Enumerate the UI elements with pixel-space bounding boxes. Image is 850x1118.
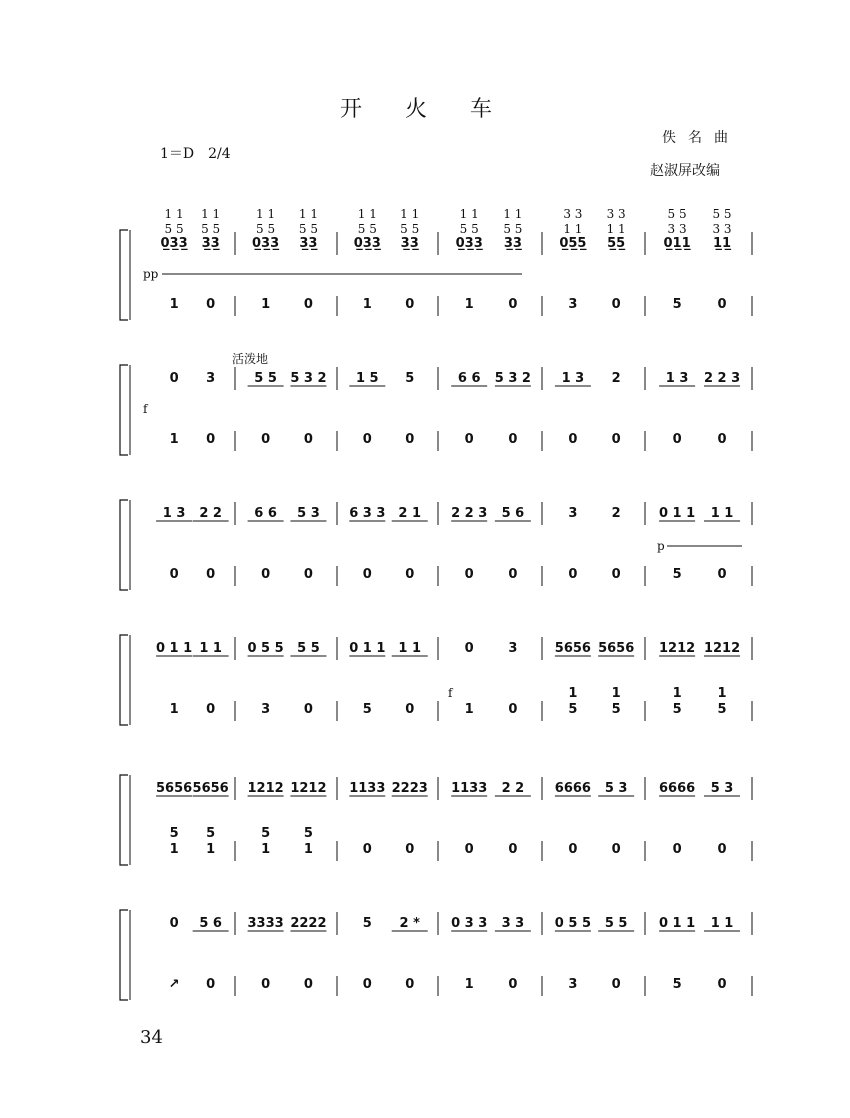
melody-note: 0 1 1 <box>658 506 696 521</box>
melody-note: 5̲5̲ <box>607 236 626 251</box>
melody-note: 5 5 <box>254 371 277 386</box>
bass-note: 0 <box>611 842 621 857</box>
dynamic-mark: f <box>143 402 148 416</box>
bass-note: 0 <box>261 432 271 447</box>
bass-note: 0 <box>261 977 271 992</box>
system-brace <box>120 635 128 725</box>
bass-note: 3 <box>568 297 578 312</box>
bass-note-upper: 1 <box>672 686 682 701</box>
melody-note: 1 3 <box>561 371 585 386</box>
bass-note: 0 <box>206 432 216 447</box>
melody-note: 3̲3̲ <box>201 236 220 251</box>
bass-note: 0 <box>672 432 682 447</box>
melody-note: 0 1 1 <box>658 916 696 931</box>
bass-note: 0 <box>508 977 518 992</box>
bass-note: 0 <box>717 567 727 582</box>
chord-mid-note: 1 1 <box>563 222 583 236</box>
melody-note: 2222 <box>290 916 327 931</box>
bass-note: 0 <box>508 702 518 717</box>
chord-top-note: 1 1 <box>459 207 479 221</box>
bass-note: 0 <box>717 297 727 312</box>
melody-note: 3 <box>508 641 518 656</box>
melody-note: 0 <box>464 641 474 656</box>
bass-note: 5 <box>568 702 578 717</box>
system-brace <box>120 775 128 865</box>
bass-note-upper: 5 <box>261 826 271 841</box>
bass-note: 0 <box>717 432 727 447</box>
melody-note: 1 3 <box>665 371 689 386</box>
melody-note: 1212 <box>703 641 741 656</box>
bass-note: 1 <box>464 297 474 312</box>
chord-top-note: 1 1 <box>201 207 221 221</box>
melody-note: 5 5 <box>604 916 628 931</box>
chord-mid-note: 5 5 <box>201 222 221 236</box>
melody-note: 1212 <box>290 781 327 796</box>
dynamic-mark: pp <box>143 267 159 281</box>
bass-note: 0 <box>362 977 372 992</box>
melody-note: 2 1 <box>398 506 422 521</box>
melody-note: 5 6 <box>199 916 222 931</box>
bass-note: 1 <box>464 977 474 992</box>
melody-note: 2 2 <box>501 781 525 796</box>
bass-note: 0 <box>464 842 474 857</box>
chord-mid-note: 5 5 <box>357 222 377 236</box>
melody-note: 0 5 5 <box>247 641 284 656</box>
melody-note: 5 3 2 <box>290 371 327 386</box>
bass-note: 0 <box>611 567 621 582</box>
bass-note: 0 <box>303 297 313 312</box>
bass-note: 0 <box>464 432 474 447</box>
chord-top-note: 1 1 <box>400 207 420 221</box>
melody-note: 3333 <box>247 916 284 931</box>
bass-note: 0 <box>206 297 216 312</box>
chord-top-note: 1 1 <box>256 207 276 221</box>
melody-note: 1 5 <box>355 371 379 386</box>
melody-note: 6 6 <box>254 506 277 521</box>
bass-note: 5 <box>611 702 621 717</box>
melody-note: 2 2 <box>199 506 222 521</box>
melody-note: 3 3 <box>501 916 525 931</box>
bass-note: 0 <box>508 297 518 312</box>
chord-mid-note: 3 3 <box>712 222 732 236</box>
melody-note: 5656 <box>156 781 193 796</box>
dynamic-mark: p <box>657 539 665 553</box>
bass-note: 0 <box>568 567 578 582</box>
melody-note: 0̲5̲5̲ <box>559 236 587 251</box>
melody-note: 5 5 <box>297 641 320 656</box>
melody-note: 2 <box>611 371 621 386</box>
bass-note: 0 <box>206 702 216 717</box>
melody-note: 2 <box>611 506 621 521</box>
bass-note: 1 <box>362 297 372 312</box>
bass-note: 0 <box>362 567 372 582</box>
chord-mid-note: 5 5 <box>164 222 184 236</box>
bass-note-upper: 5 <box>206 826 216 841</box>
melody-note: 1̲1̲ <box>712 236 732 251</box>
bass-note: 1 <box>261 842 271 857</box>
chord-mid-note: 5 5 <box>503 222 523 236</box>
chord-top-note: 5 5 <box>667 207 687 221</box>
melody-note: 0 <box>169 371 179 386</box>
melody-note: 2223 <box>391 781 428 796</box>
arranger-credit: 赵淑屏改编 <box>650 163 720 179</box>
bass-note: 0 <box>717 842 727 857</box>
melody-note: 1 3 <box>162 506 186 521</box>
bass-note: 0 <box>568 842 578 857</box>
bass-note: 0 <box>568 432 578 447</box>
bass-note: 0 <box>206 977 216 992</box>
melody-note: 1 1 <box>710 916 734 931</box>
system-brace <box>120 500 128 590</box>
melody-note: 5 3 <box>604 781 628 796</box>
bass-note: 1 <box>169 702 179 717</box>
bass-note: 3 <box>568 977 578 992</box>
bass-note-upper: 5 <box>169 826 179 841</box>
bass-note: 0 <box>508 432 518 447</box>
bass-note: 5 <box>672 297 682 312</box>
melody-note: 0 5 5 <box>554 916 592 931</box>
melody-note: 1 1 <box>398 641 422 656</box>
bass-note: 0 <box>405 842 415 857</box>
bass-note: 0 <box>611 297 621 312</box>
melody-note: 0̲3̲3̲ <box>160 236 188 251</box>
melody-note: 1212 <box>659 641 696 656</box>
system-brace <box>120 230 128 320</box>
bass-note: 3 <box>261 702 271 717</box>
bass-note: 0 <box>303 702 313 717</box>
dynamic-mark: f <box>448 686 453 700</box>
chord-mid-note: 5 5 <box>400 222 420 236</box>
bass-note: 0 <box>611 432 621 447</box>
melody-note: 2 2 3 <box>703 371 741 386</box>
chord-top-note: 1 1 <box>164 207 184 221</box>
chord-top-note: 5 5 <box>712 207 732 221</box>
melody-note: 5 6 <box>501 506 525 521</box>
bass-note: ↗ <box>168 977 180 992</box>
bass-note: 1 <box>169 842 179 857</box>
bass-note-upper: 1 <box>717 686 727 701</box>
bass-note: 1 <box>464 702 474 717</box>
melody-note: 0̲3̲3̲ <box>455 236 483 251</box>
melody-note: 5 3 <box>710 781 734 796</box>
melody-note: 5656 <box>554 641 591 656</box>
bass-note-upper: 1 <box>568 686 578 701</box>
bass-note: 0 <box>508 842 518 857</box>
chord-mid-note: 5 5 <box>298 222 318 236</box>
melody-note: 1 1 <box>710 506 734 521</box>
melody-note: 0 3 3 <box>451 916 488 931</box>
chord-top-note: 1 1 <box>298 207 318 221</box>
melody-note: 3̲3̲ <box>400 236 419 251</box>
melody-note: 5656 <box>192 781 229 796</box>
bass-note: 5 <box>672 702 682 717</box>
melody-note: 3̲3̲ <box>503 236 522 251</box>
melody-note: 5 <box>362 916 372 931</box>
bass-note: 5 <box>672 977 682 992</box>
bass-note: 0 <box>206 567 216 582</box>
melody-note: 6666 <box>659 781 696 796</box>
chord-mid-note: 3 3 <box>667 222 687 236</box>
chord-mid-note: 5 5 <box>256 222 276 236</box>
system-brace <box>120 910 128 1000</box>
chord-mid-note: 1 1 <box>606 222 626 236</box>
melody-note: 5 <box>405 371 415 386</box>
bass-note-upper: 5 <box>303 826 313 841</box>
bass-note-upper: 1 <box>611 686 621 701</box>
melody-note: 0 1 1 <box>155 641 193 656</box>
melody-note: 0 1 1 <box>349 641 386 656</box>
bass-note: 5 <box>362 702 372 717</box>
melody-note: 0 <box>169 916 179 931</box>
melody-note: 0̲3̲3̲ <box>252 236 280 251</box>
melody-note: 1133 <box>451 781 488 796</box>
bass-note: 0 <box>362 842 372 857</box>
bass-note: 1 <box>261 297 271 312</box>
bass-note: 1 <box>206 842 216 857</box>
melody-note: 1133 <box>349 781 386 796</box>
melody-note: 1212 <box>247 781 284 796</box>
bass-note: 0 <box>405 702 415 717</box>
chord-mid-note: 5 5 <box>459 222 479 236</box>
bass-note: 5 <box>717 702 727 717</box>
bass-note: 1 <box>169 297 179 312</box>
bass-note: 0 <box>303 567 313 582</box>
chord-top-note: 1 1 <box>357 207 377 221</box>
bass-note: 0 <box>303 432 313 447</box>
chord-top-note: 1 1 <box>503 207 523 221</box>
expression-mark: 活泼地 <box>232 352 269 366</box>
bass-note: 1 <box>169 432 179 447</box>
bass-note: 1 <box>303 842 313 857</box>
bass-note: 0 <box>672 842 682 857</box>
bass-note: 0 <box>508 567 518 582</box>
melody-note: 6 3 3 <box>349 506 386 521</box>
melody-note: 0̲3̲3̲ <box>353 236 381 251</box>
bass-note: 0 <box>405 567 415 582</box>
bass-note: 0 <box>169 567 179 582</box>
melody-note: 6 6 <box>457 371 481 386</box>
chord-top-note: 3 3 <box>606 207 626 221</box>
bass-note: 0 <box>405 297 415 312</box>
bass-note: 0 <box>261 567 271 582</box>
system-brace <box>120 365 128 455</box>
melody-note: 2 * <box>399 916 420 931</box>
melody-note: 6666 <box>554 781 591 796</box>
melody-note: 3̲3̲ <box>299 236 318 251</box>
key-signature: 1＝D 2/4 <box>160 146 231 162</box>
melody-note: 5 3 <box>297 506 320 521</box>
bass-note: 0 <box>405 432 415 447</box>
page-number: 34 <box>140 1027 163 1048</box>
melody-note: 1 1 <box>199 641 222 656</box>
melody-note: 0̲1̲1̲ <box>663 236 691 251</box>
composer-credit: 佚名曲 <box>662 130 740 146</box>
melody-note: 2 2 3 <box>451 506 488 521</box>
bass-note: 5 <box>672 567 682 582</box>
bass-note: 0 <box>405 977 415 992</box>
bass-note: 0 <box>611 977 621 992</box>
bass-note: 0 <box>717 977 727 992</box>
page-title: 开 火 车 <box>340 97 510 122</box>
melody-note: 3 <box>206 371 216 386</box>
melody-note: 5656 <box>598 641 635 656</box>
bass-note: 0 <box>464 567 474 582</box>
bass-note: 0 <box>303 977 313 992</box>
melody-note: 3 <box>568 506 578 521</box>
chord-top-note: 3 3 <box>563 207 583 221</box>
bass-note: 0 <box>362 432 372 447</box>
melody-note: 5 3 2 <box>494 371 531 386</box>
